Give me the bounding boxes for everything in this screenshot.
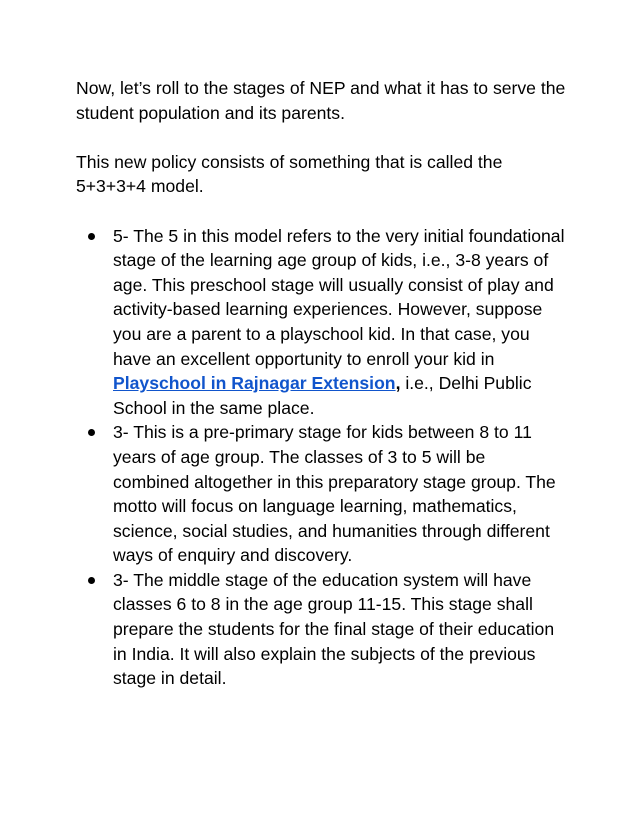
list-item-preparatory-stage [76,420,566,568]
link-comma: , [395,373,401,394]
intro-paragraph-1: Now, let’s roll to the stages of NEP and what it has to serve the student population and its parents. [76,78,566,123]
document-page [76,76,566,691]
list-item-middle-stage [76,568,566,691]
bullet-icon [88,577,95,584]
playschool-link[interactable]: Playschool in Rajnagar Extension [113,373,396,394]
bullet-icon [88,429,95,436]
list-item-foundational-stage [76,224,566,421]
intro-paragraph-2: This new policy consists of something that is called the 5+3+3+4 model. [76,151,503,197]
preparatory-stage-text: 3- This is a pre-primary stage for kids between 8 to 11 years of age group. The classes of 3 to 5 will be combined altogether in this preparatory stage group. The motto will focus on language learning, mathematics, science, social studies, and humanities through different ways of enquiry and discovery. [113,422,556,566]
stages-list [76,224,566,691]
middle-stage-text: 3- The middle stage of the education system will have classes 6 to 8 in the age group 11-15. This stage shall prepare the students for the final stage of their education in India. It will also explain the subjects of the previous stage in detail. [113,569,555,689]
bullet-icon [88,233,95,240]
foundational-stage-text-end: i.e., Delhi Public School in the same place. [113,373,532,418]
foundational-stage-text: 5- The 5 in this model refers to the very initial foundational stage of the learning age group of kids, i.e., 3-8 years of age. This preschool stage will usually consist of play and activity-based learning experiences. However, suppose you are a parent to a playschool kid. In that case, you have an excellent opportunity to enroll your kid in [113,225,565,369]
